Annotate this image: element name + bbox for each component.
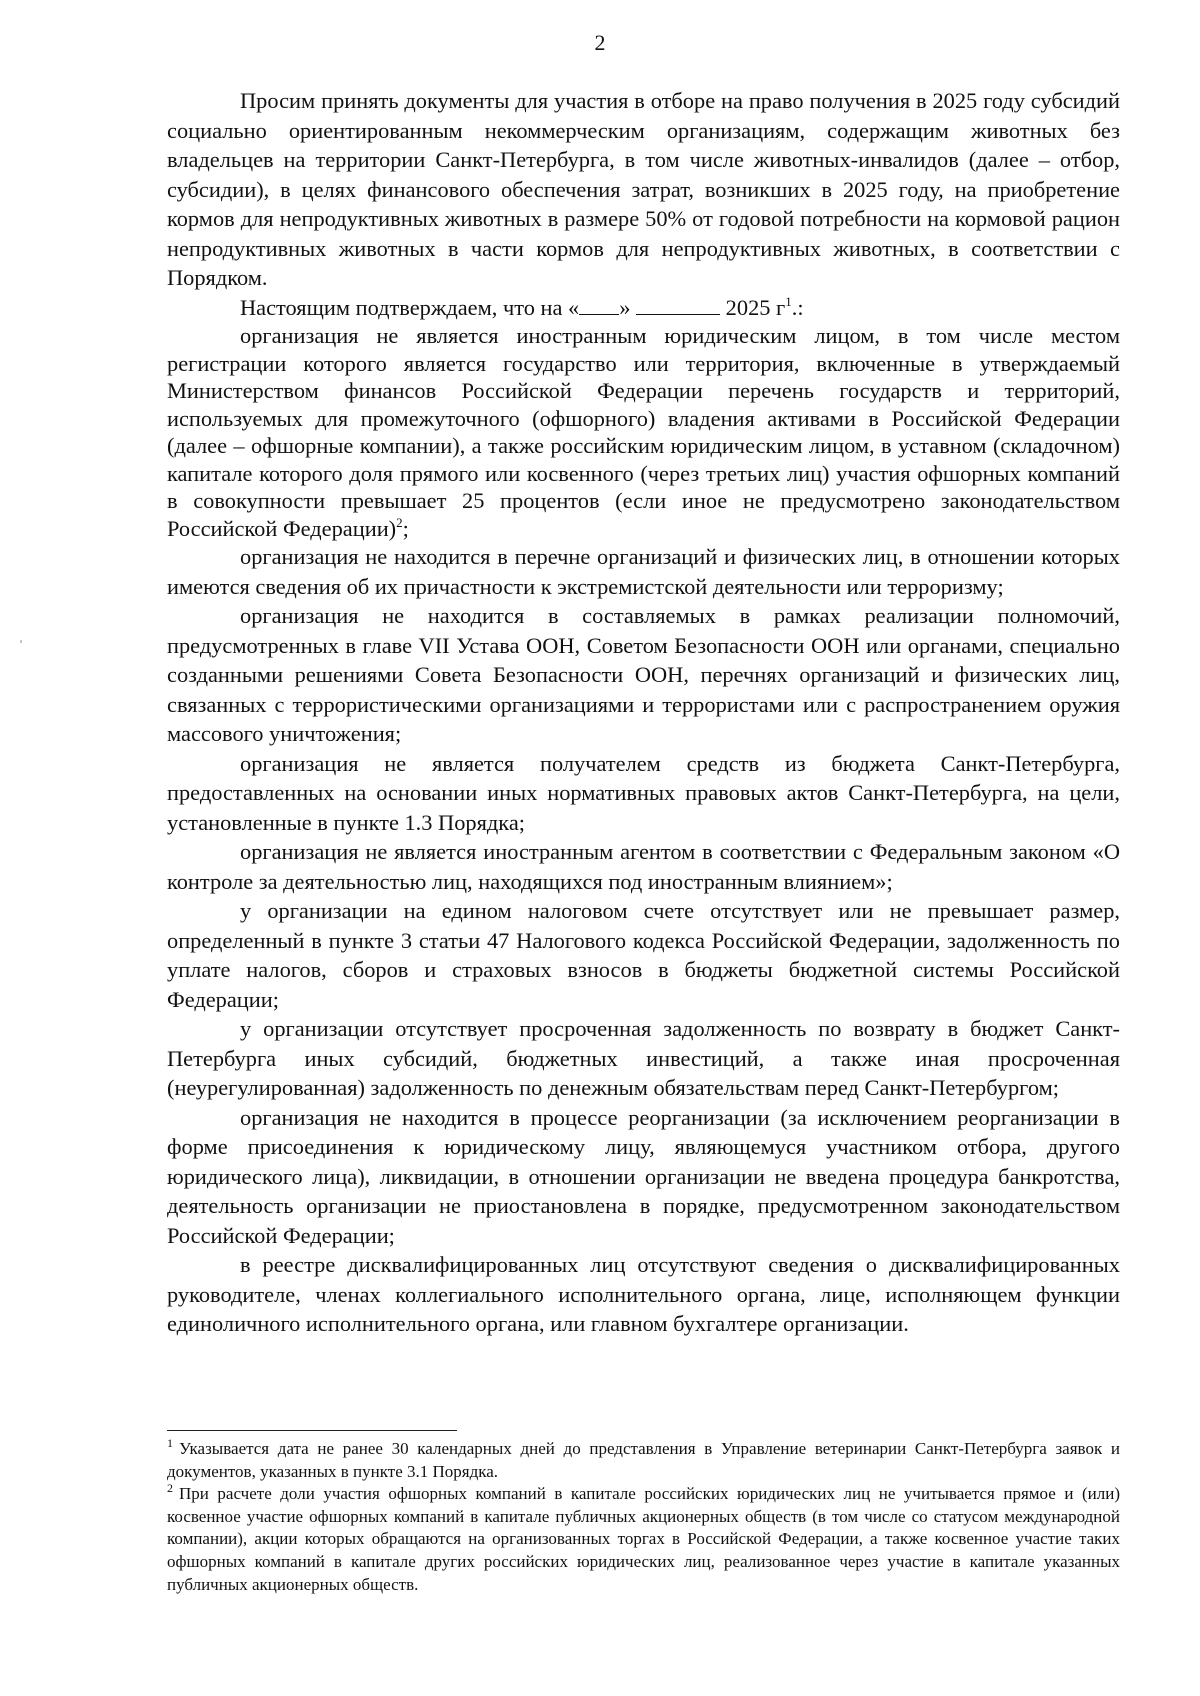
footnote-1-mark: 1 — [167, 1436, 173, 1450]
confirmation-tail: .: — [791, 294, 804, 320]
day-blank — [579, 296, 619, 315]
page-number: 2 — [594, 30, 606, 55]
footnote-ref-2: 2 — [396, 514, 403, 530]
footnote-ref-1: 1 — [785, 293, 792, 309]
document-body — [167, 86, 1120, 1339]
intro-paragraph: Просим принять документы для участия в отборе на право получения в 2025 году субсидий социально ориентированным некоммерческим организациям, содержащим животных без владельцев на территории Санкт-Петербурга, в том числе животных-инвалидов (далее – отбор, субсидии), в целях финансового обеспечения затрат, возникших в 2025 году, на приобретение кормов для непродуктивных животных в размере 50% от годовой потребности на кормовой рацион непродуктивных животных в части кормов для непродуктивных животных, в соответствии с Порядком. — [167, 88, 1120, 290]
confirmation-year: 2025 г — [725, 294, 786, 320]
footnote-2 — [167, 1483, 1120, 1596]
confirmation-quote-close: » — [619, 294, 631, 320]
item-un-lists: организация не находится в составляемых в рамках реализации полномочий, предусмотренных в главе VII Устава ООН, Советом Безопасности ООН или органами, специально созданными решениями Совета Безопасности ООН, перечнях организаций и физических лиц, связанных с террористическими организациями и террористами или с распространением оружия массового уничтожения; — [167, 603, 1120, 746]
item-offshore — [167, 322, 1120, 542]
confirmation-lead: Настоящим подтверждаем, что на « — [240, 294, 580, 320]
footnote-1 — [167, 1438, 1120, 1483]
footnote-1-text: Указывается дата не ранее 30 календарных дней до представления в Управление ветеринарии Санкт-Петербурга заявок и документов, указанных в пункте 3.1 Порядка. — [167, 1439, 1120, 1481]
item-extremism: организация не находится в перечне организаций и физических лиц, в отношении которых имеются сведения об их причастности к экстремистской деятельности или терроризму; — [167, 544, 1120, 599]
footnote-2-mark: 2 — [167, 1481, 173, 1496]
item-offshore-text: организация не является иностранным юридическим лицом, в том числе местом регистрации которого является государство или территория, включенные в утверждаемый Министерством финансов Российской Федерации перечень государств и территорий, используемых для промежуточного (офшорного) владения активами в Российской Федерации (далее – офшорные компании), а также российским юридическим лицом, в уставном (складочном) капитале которого доля прямого или косвенного (через третьих лиц) участия офшорных компаний в совокупности превышает 25 процентов (если иное не предусмотрено законодательством Российской Федерации) — [167, 323, 1120, 541]
item-foreign-agent: организация не является иностранным агентом в соответствии с Федеральным законом «О контроле за деятельностью лиц, находящихся под иностранным влиянием»; — [167, 839, 1120, 894]
item-tax-debt: у организации на едином налоговом счете отсутствует или не превышает размер, определенный в пункте 3 статьи 47 Налогового кодекса Российской Федерации, задолженность по уплате налогов, сборов и страховых взносов в бюджеты бюджетной системы Российской Федерации; — [167, 898, 1120, 1012]
item-reorganization: организация не находится в процессе реорганизации (за исключением реорганизации в форме присоединения к юридическому лицу, являющемуся участником отбора, другого юридического лица), ликвидации, в отношении организации не введена процедура банкротства, деятельность организации не приостановлена в порядке, предусмотренном законодательством Российской Федерации; — [167, 1104, 1120, 1248]
item-disqualified: в реестре дисквалифицированных лиц отсутствуют сведения о дисквалифицированных руководителе, членах коллегиального исполнительного органа, лице, исполняющем функции единоличного исполнительного органа, или главном бухгалтере организации. — [167, 1252, 1120, 1336]
month-blank — [636, 296, 720, 315]
confirmation-line — [167, 293, 1120, 323]
footnotes — [167, 1438, 1120, 1596]
footnote-divider — [167, 1430, 457, 1431]
footnote-2-text: При расчете доли участия офшорных компаний в капитале российских юридических лиц не учитывается прямое и (или) косвенное участие офшорных компаний в капитале публичных акционерных обществ (в том числе со статусом международной компании), акции которых обращаются на организованных торгах в Российской Федерации, а также косвенное участие таких офшорных компаний в капитале других российских юридических лиц, реализованное через участие в капитале указанных публичных акционерных обществ. — [167, 1484, 1120, 1594]
scan-artifact — [20, 640, 22, 643]
item-offshore-tail: ; — [402, 515, 409, 541]
item-overdue-debt: у организации отсутствует просроченная задолженность по возврату в бюджет Санкт-Петербурга иных субсидий, бюджетных инвестиций, а также иная просроченная (неурегулированная) задолженность по денежным обязательствам перед Санкт-Петербургом; — [167, 1016, 1120, 1100]
item-budget-recipient: организация не является получателем средств из бюджета Санкт-Петербурга, предоставленных на основании иных нормативных правовых актов Санкт-Петербурга, на цели, установленные в пункте 1.3 Порядка; — [167, 750, 1120, 835]
